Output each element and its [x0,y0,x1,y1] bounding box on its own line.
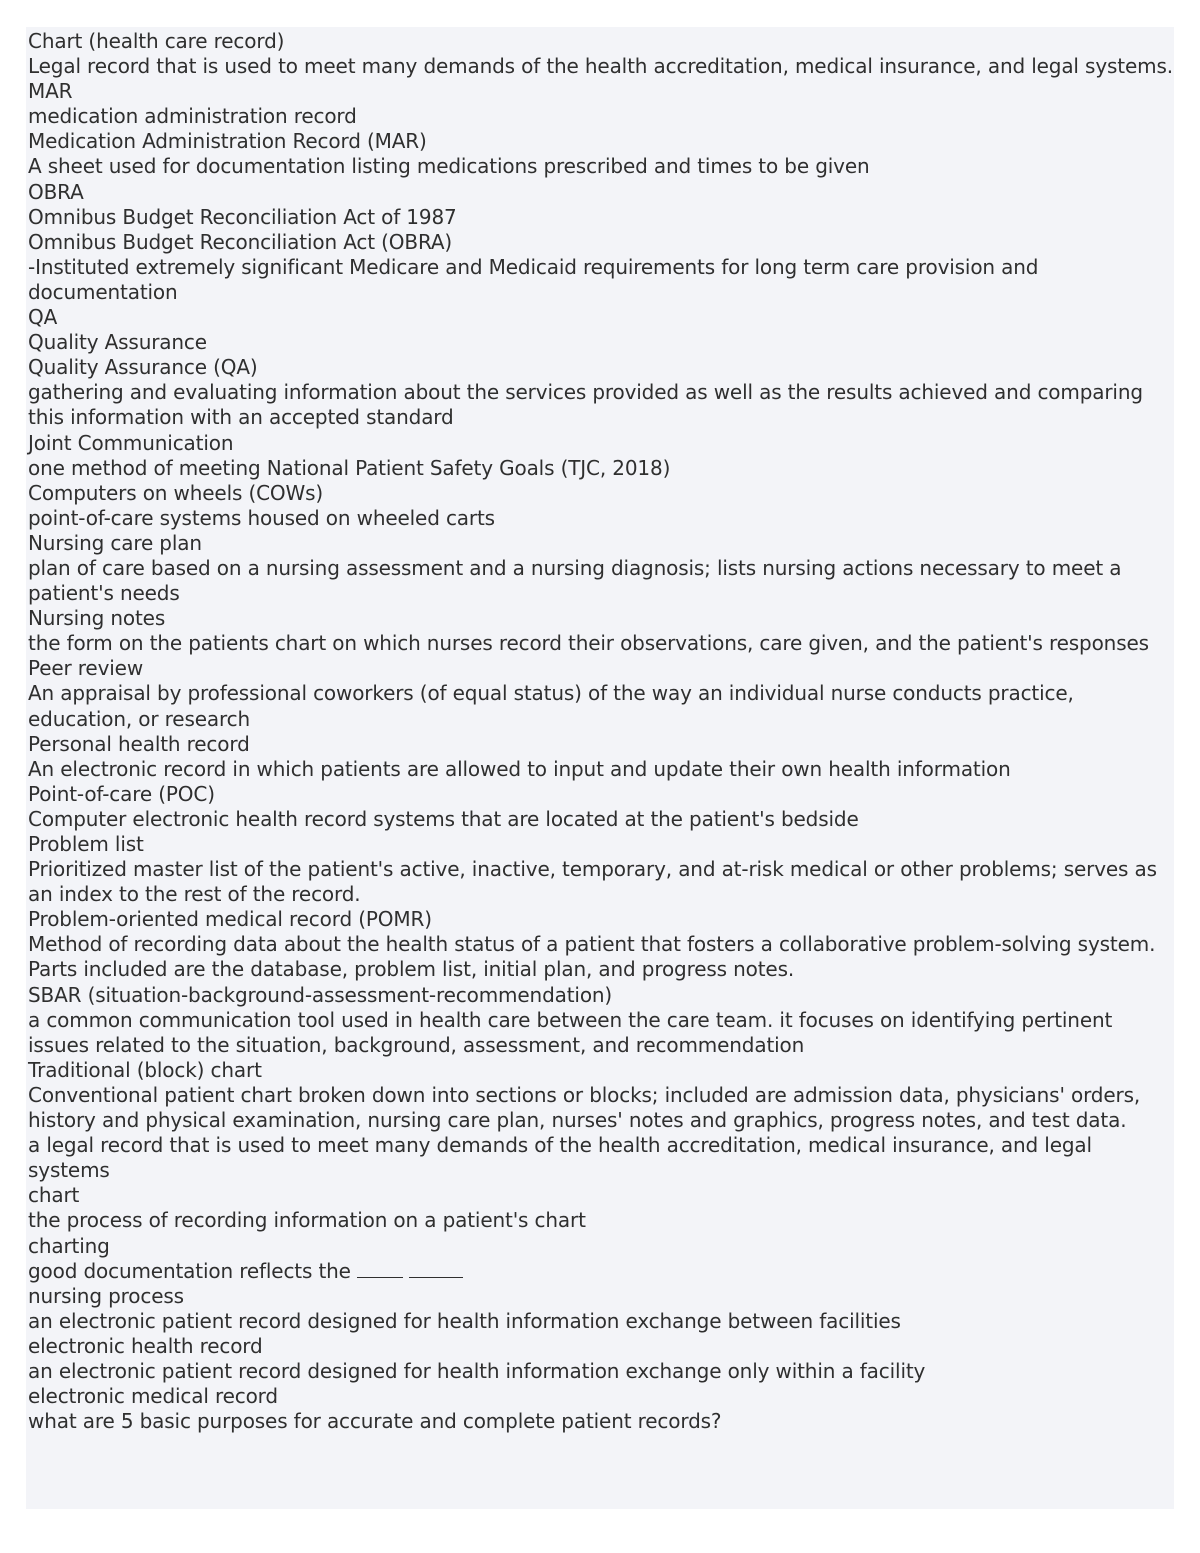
flashcard-text-panel [26,27,1174,1509]
definition-line: a common communication tool used in health care between the care team. it focuses on identifying pertinent issues related to the situation, background, assessment, and recommendation [28,1007,1113,1057]
term-line: MAR [28,79,73,104]
definition-line: one method of meeting National Patient Safety Goals (TJC, 2018) [28,455,671,480]
term-line: Omnibus Budget Reconciliation Act (OBRA) [28,229,453,254]
definition-line: the form on the patients chart on which nurses record their observations, care given, and the patient's responses [28,631,1149,656]
term-line: Point-of-care (POC) [28,781,215,806]
term-line: QA [28,305,58,330]
definition-line: Quality Assurance [28,330,207,355]
term-line: charting [28,1233,110,1258]
term-line: Computers on wheels (COWs) [28,480,324,505]
term-line: Quality Assurance (QA) [28,355,258,380]
definition-line: an electronic patient record designed for health information exchange between facilities [28,1308,901,1333]
answer-blank [409,1261,463,1278]
term-line: Medication Administration Record (MAR) [28,129,427,154]
question-line: what are 5 basic purposes for accurate and complete patient records? [28,1409,722,1434]
term-line: Peer review [28,656,144,681]
definition-line: Omnibus Budget Reconciliation Act of 1987 [28,204,457,229]
term-line: nursing process [28,1283,184,1308]
definition-line: plan of care based on a nursing assessment and a nursing diagnosis; lists nursing actions necessary to meet a patient's needs [28,555,1122,606]
definition-line: Computer electronic health record systems that are located at the patient's bedside [28,806,859,831]
term-line: Nursing care plan [28,530,202,555]
term-line: Personal health record [28,731,250,756]
definition-line: Prioritized master list of the patient's active, inactive, temporary, and at-risk medical or other problems; serves as an index to the rest of the record. [28,857,1157,907]
term-line: Chart (health care record) [28,29,285,53]
definition-line: Method of recording data about the health status of a patient that fosters a collaborative problem-solving system. Parts included are the database, problem list, initial plan, and progress notes. [28,932,1156,982]
definition-line: -Instituted extremely significant Medicare and Medicaid requirements for long term care provision and documentation [28,254,1039,304]
term-line: Joint Communication [28,430,234,455]
term-line: OBRA [28,179,84,204]
definition-line: the process of recording information on a patient's chart [28,1208,586,1233]
definition-line: medication administration record [28,104,357,129]
definition-line: a legal record that is used to meet many demands of the health accreditation, medical insurance, and legal systems [28,1133,1092,1183]
term-line: Problem-oriented medical record (POMR) [28,907,432,932]
definition-line: An appraisal by professional coworkers (of equal status) of the way an individual nurse conducts practice, education, or research [28,681,1074,731]
term-line: SBAR (situation-background-assessment-recommendation) [28,982,613,1007]
definition-line: Legal record that is used to meet many demands of the health accreditation, medical insurance, and legal systems. [28,54,1173,79]
definition-line: Conventional patient chart broken down into sections or blocks; included are admission data, physicians' orders, history and physical examination, nursing care plan, nurses' notes and graphics, progress notes, and test data. [28,1082,1141,1133]
definition-line: an electronic patient record designed for health information exchange only within a facility [28,1358,926,1383]
term-line: Traditional (block) chart [28,1057,262,1082]
fill-in-blank-text: good documentation reflects the [28,1258,351,1283]
term-line: Problem list [28,832,144,856]
term-line: chart [28,1183,80,1208]
term-line: electronic health record [28,1333,263,1358]
term-line: Nursing notes [28,606,166,631]
term-line: electronic medical record [28,1384,278,1409]
definition-line: point-of-care systems housed on wheeled carts [28,505,495,530]
definition-line: gathering and evaluating information about the services provided as well as the results achieved and comparing this information with an accepted standard [28,380,1143,430]
answer-blank [357,1261,403,1278]
definition-line: A sheet used for documentation listing medications prescribed and times to be given [28,154,870,179]
fill-in-blank-line [28,1259,1174,1284]
definition-line: An electronic record in which patients are allowed to input and update their own health information [28,756,1011,781]
